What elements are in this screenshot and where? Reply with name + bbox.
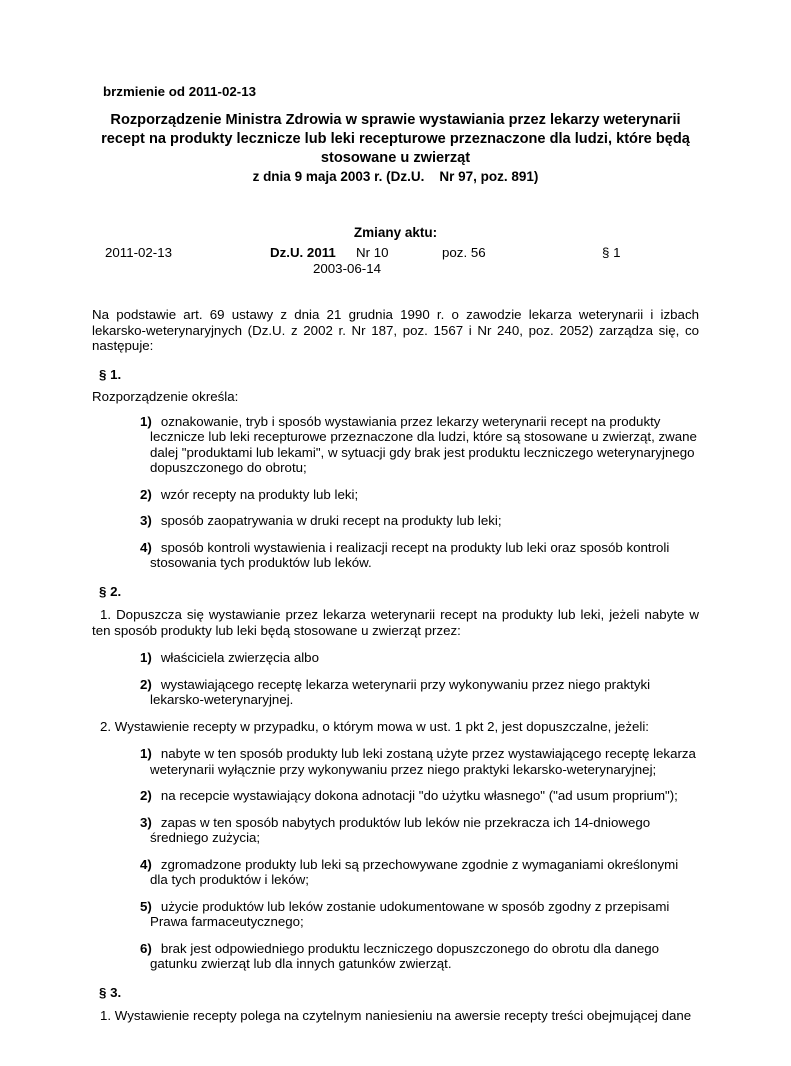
list-item — [140, 856, 699, 888]
change-position: poz. 56 — [442, 245, 486, 260]
list-item — [140, 513, 699, 529]
item-text: nabyte w ten sposób produkty lub leki zostaną użyte przez wystawiającego receptę lekarza weterynarii wyłącznie przy wykonywaniu przez niego praktyki lekarsko-weterynaryjnej; — [150, 746, 696, 777]
list-item — [140, 940, 699, 972]
item-number: 5) — [140, 898, 152, 914]
item-number: 2) — [140, 486, 152, 502]
document-title: Rozporządzenie Ministra Zdrowia w sprawie wystawiania przez lekarzy weterynarii recept na produkty lecznicze lub leki recepturowe przeznaczone dla ludzi, które będą stosowane u zwierząt — [101, 111, 690, 166]
item-number: 2) — [140, 676, 152, 692]
section-3-paragraph-1: 1. Wystawienie recepty polega na czytelnym naniesieniu na awersie recepty treści obejmującej dane — [100, 1008, 692, 1023]
item-number: 6) — [140, 940, 152, 956]
item-text: sposób kontroli wystawienia i realizacji recept na produkty lub leki oraz sposób kontroli stosowania tych produktów lub leków. — [150, 539, 670, 570]
item-text: wzór recepty na produkty lub leki; — [160, 486, 359, 502]
item-number: 3) — [140, 814, 152, 830]
item-text: brak jest odpowiedniego produktu leczniczego dopuszczonego do obrotu dla danego gatunku zwierząt lub dla innych gatunków zwierząt. — [150, 940, 660, 971]
list-item — [140, 650, 699, 666]
item-number: 1) — [140, 650, 152, 665]
section-1-intro: Rozporządzenie określa: — [92, 389, 239, 404]
section-2-paragraph-1: 1. Dopuszcza się wystawianie przez lekarza weterynarii recept na produkty lub leki, jeżeli nabyte w ten sposób produkty lub leki będą stosowane u zwierząt przez: — [92, 607, 699, 638]
item-text: użycie produktów lub leków zostanie udokumentowane w sposób zgodny z przepisami Prawa farmaceutycznego; — [150, 898, 670, 929]
item-number: 2) — [140, 788, 152, 803]
item-text: właściciela zwierzęcia albo — [160, 650, 319, 665]
list-item — [140, 676, 699, 708]
item-text: na recepcie wystawiający dokona adnotacji "do użytku własnego" ("ad usum proprium"); — [160, 788, 678, 803]
list-item — [140, 413, 699, 476]
item-number: 4) — [140, 856, 152, 872]
preamble-paragraph: Na podstawie art. 69 ustawy z dnia 21 grudnia 1990 r. o zawodzie lekarza weterynarii i izbach lekarsko-weterynaryjnych (Dz.U. z 2002 r. Nr 187, poz. 1567 i Nr 240, poz. 2052) zarządza się, co następuje: — [92, 307, 699, 353]
list-item — [140, 814, 699, 846]
item-number: 3) — [140, 513, 152, 528]
section-3-heading: § 3. — [99, 984, 122, 1000]
item-text: sposób zaopatrywania w druki recept na produkty lub leki; — [160, 513, 502, 528]
change-number: Nr 10 — [356, 245, 389, 260]
item-number: 4) — [140, 539, 152, 555]
section-1-heading: § 1. — [99, 366, 122, 382]
list-item — [140, 788, 699, 804]
change-journal: Dz.U. 2011 — [270, 245, 336, 260]
effective-date-note: brzmienie od 2011-02-13 — [103, 84, 256, 99]
change-date-secondary: 2003-06-14 — [313, 261, 382, 276]
list-item — [140, 539, 699, 571]
item-number: 1) — [140, 413, 152, 429]
item-text: oznakowanie, tryb i sposób wystawiania przez lekarzy weterynarii recept na produkty lecznicze lub leki recepturowe przeznaczone dla ludzi, które są stosowane u zwierząt, zwane dalej "produktami lub lekami", w sytuacji gdy brak jest produktu leczniczego weterynaryjnego dopuszczonego do obrotu; — [150, 413, 697, 475]
changes-table — [92, 245, 699, 279]
list-item — [140, 486, 699, 503]
change-section-ref: § 1 — [602, 245, 621, 260]
section-2-heading: § 2. — [99, 583, 122, 599]
item-text: zgromadzone produkty lub leki są przechowywane zgodnie z wymaganiami określonymi dla tych produktów i leków; — [150, 856, 679, 887]
item-text: zapas w ten sposób nabytych produktów lub leków nie przekracza ich 14-dniowego średniego zużycia; — [150, 814, 651, 845]
document-date-line: z dnia 9 maja 2003 r. (Dz.U. Nr 97, poz. 891) — [252, 168, 539, 184]
list-item — [140, 898, 699, 930]
item-text: wystawiającego receptę lekarza weterynarii przy wykonywaniu przez niego praktyki lekarsko-weterynaryjnej. — [150, 676, 651, 707]
changes-heading: Zmiany aktu: — [353, 224, 438, 240]
change-date: 2011-02-13 — [105, 245, 173, 260]
section-2-paragraph-2: 2. Wystawienie recepty w przypadku, o którym mowa w ust. 1 pkt 2, jest dopuszczalne, jeżeli: — [100, 718, 649, 734]
list-item — [140, 746, 699, 777]
item-number: 1) — [140, 746, 152, 761]
